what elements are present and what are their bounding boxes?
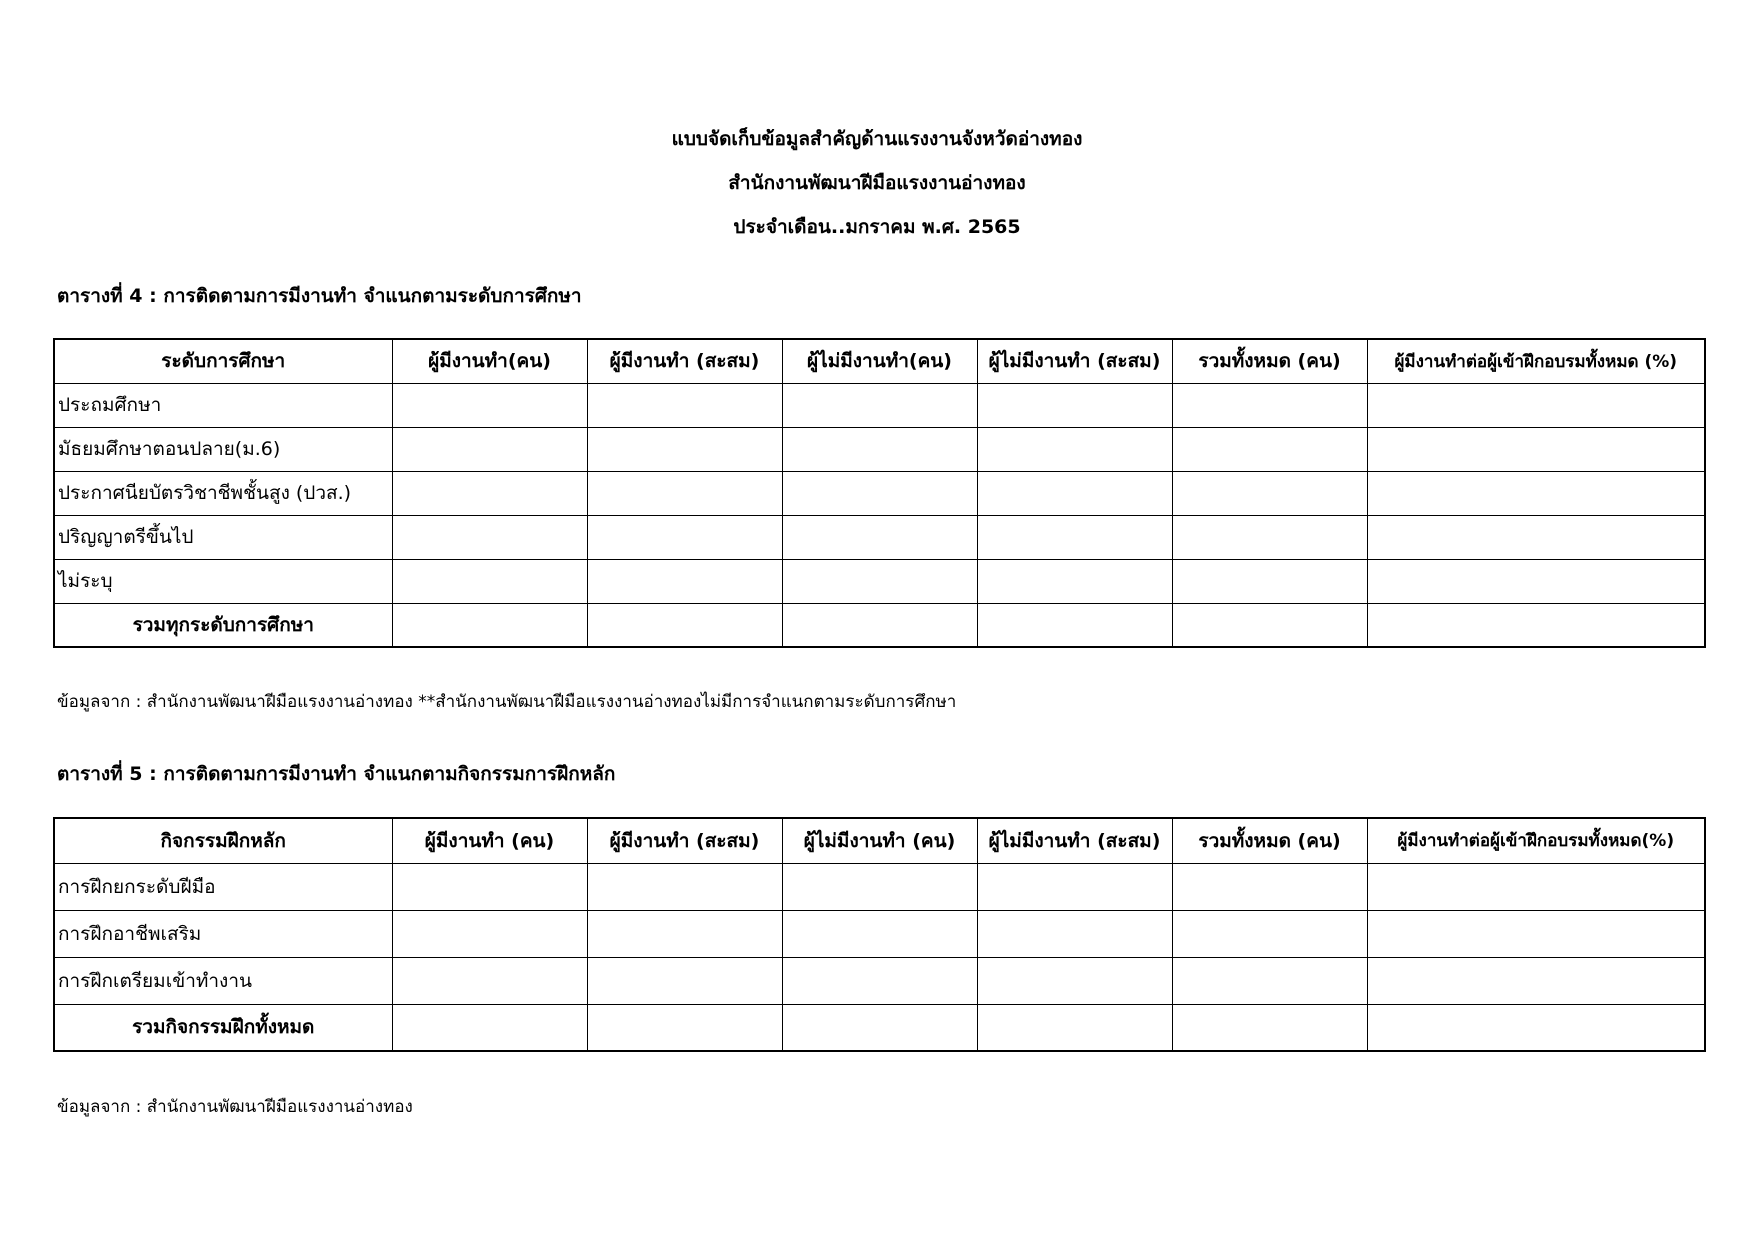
table-cell bbox=[587, 471, 782, 515]
table4-col-header: ระดับการศึกษา bbox=[54, 339, 392, 383]
table5-source-note: ข้อมูลจาก : สำนักงานพัฒนาฝีมือแรงงานอ่างทอง bbox=[57, 1097, 413, 1117]
table-cell bbox=[1367, 603, 1705, 647]
table-cell bbox=[587, 863, 782, 910]
table-cell bbox=[977, 603, 1172, 647]
table-cell bbox=[1172, 957, 1367, 1004]
document-title: แบบจัดเก็บข้อมูลสำคัญด้านแรงงานจังหวัดอ่างทอง bbox=[671, 128, 1083, 150]
table-row bbox=[54, 427, 1705, 471]
table-row bbox=[54, 559, 1705, 603]
table5-col-header: กิจกรรมฝึกหลัก bbox=[54, 818, 392, 863]
table4-header-row bbox=[54, 339, 1705, 383]
table-cell bbox=[1367, 515, 1705, 559]
table-cell bbox=[587, 515, 782, 559]
table-cell bbox=[1172, 910, 1367, 957]
table-cell bbox=[782, 471, 977, 515]
table-cell bbox=[977, 515, 1172, 559]
total-label: รวมกิจกรรมฝึกทั้งหมด bbox=[54, 1004, 392, 1051]
table-cell bbox=[782, 957, 977, 1004]
table4-col-header: ผู้ไม่มีงานทำ(คน) bbox=[782, 339, 977, 383]
table-cell bbox=[977, 1004, 1172, 1051]
table5-training-activity bbox=[53, 817, 1706, 1052]
table-row bbox=[54, 863, 1705, 910]
table-cell bbox=[782, 603, 977, 647]
table4-education bbox=[53, 338, 1706, 648]
table-cell bbox=[392, 603, 587, 647]
table-cell bbox=[782, 559, 977, 603]
row-label: มัธยมศึกษาตอนปลาย(ม.6) bbox=[54, 427, 392, 471]
table4-title: ตารางที่ 4 : การติดตามการมีงานทำ จำแนกตามระดับการศึกษา bbox=[57, 285, 582, 307]
table-cell bbox=[977, 427, 1172, 471]
table-cell bbox=[1367, 910, 1705, 957]
table-cell bbox=[587, 910, 782, 957]
table-cell bbox=[1367, 383, 1705, 427]
table-row bbox=[54, 957, 1705, 1004]
table-cell bbox=[1367, 427, 1705, 471]
total-label: รวมทุกระดับการศึกษา bbox=[54, 603, 392, 647]
table-cell bbox=[587, 427, 782, 471]
table-cell bbox=[1172, 603, 1367, 647]
row-label: ปริญญาตรีขึ้นไป bbox=[54, 515, 392, 559]
table-cell bbox=[587, 383, 782, 427]
table-cell bbox=[587, 957, 782, 1004]
table5-col-header: ผู้มีงานทำ (คน) bbox=[392, 818, 587, 863]
table4-col-header: ผู้มีงานทำต่อผู้เข้าฝึกอบรมทั้งหมด (%) bbox=[1367, 339, 1705, 383]
table-cell bbox=[587, 1004, 782, 1051]
row-label: ประถมศึกษา bbox=[54, 383, 392, 427]
table-row bbox=[54, 910, 1705, 957]
table-total-row bbox=[54, 1004, 1705, 1051]
table-cell bbox=[392, 863, 587, 910]
row-label: ไม่ระบุ bbox=[54, 559, 392, 603]
table-cell bbox=[1172, 383, 1367, 427]
table-cell bbox=[587, 559, 782, 603]
table-cell bbox=[1172, 1004, 1367, 1051]
table-cell bbox=[1367, 863, 1705, 910]
table-cell bbox=[977, 910, 1172, 957]
table4-col-header: ผู้มีงานทำ(คน) bbox=[392, 339, 587, 383]
table-cell bbox=[392, 383, 587, 427]
row-label: การฝึกยกระดับฝีมือ bbox=[54, 863, 392, 910]
table-cell bbox=[782, 383, 977, 427]
table-cell bbox=[977, 957, 1172, 1004]
row-label: การฝึกเตรียมเข้าทำงาน bbox=[54, 957, 392, 1004]
table-cell bbox=[392, 1004, 587, 1051]
table-cell bbox=[392, 910, 587, 957]
table-cell bbox=[977, 863, 1172, 910]
table-cell bbox=[392, 957, 587, 1004]
table-total-row bbox=[54, 603, 1705, 647]
table-cell bbox=[1172, 515, 1367, 559]
table-cell bbox=[587, 603, 782, 647]
table-cell bbox=[1367, 957, 1705, 1004]
table-cell bbox=[782, 863, 977, 910]
table-cell bbox=[1367, 471, 1705, 515]
table5-col-header: รวมทั้งหมด (คน) bbox=[1172, 818, 1367, 863]
table5-col-header: ผู้มีงานทำ (สะสม) bbox=[587, 818, 782, 863]
table-cell bbox=[1172, 559, 1367, 603]
table5-title: ตารางที่ 5 : การติดตามการมีงานทำ จำแนกตามกิจกรรมการฝึกหลัก bbox=[57, 763, 616, 785]
table-cell bbox=[392, 471, 587, 515]
table-cell bbox=[1172, 427, 1367, 471]
table5-header-row bbox=[54, 818, 1705, 863]
table-cell bbox=[782, 515, 977, 559]
table5-col-header: ผู้ไม่มีงานทำ (คน) bbox=[782, 818, 977, 863]
table-cell bbox=[1367, 559, 1705, 603]
table-cell bbox=[1172, 863, 1367, 910]
table-row bbox=[54, 383, 1705, 427]
table-cell bbox=[782, 1004, 977, 1051]
row-label: ประกาศนียบัตรวิชาชีพชั้นสูง (ปวส.) bbox=[54, 471, 392, 515]
table-cell bbox=[977, 383, 1172, 427]
table5-col-header: ผู้ไม่มีงานทำ (สะสม) bbox=[977, 818, 1172, 863]
table-cell bbox=[1172, 471, 1367, 515]
table-cell bbox=[1367, 1004, 1705, 1051]
table4-col-header: ผู้มีงานทำ (สะสม) bbox=[587, 339, 782, 383]
row-label: การฝึกอาชีพเสริม bbox=[54, 910, 392, 957]
table-cell bbox=[782, 910, 977, 957]
table-cell bbox=[392, 559, 587, 603]
table4-source-note: ข้อมูลจาก : สำนักงานพัฒนาฝีมือแรงงานอ่างทอง **สำนักงานพัฒนาฝีมือแรงงานอ่างทองไม่มีการจำแนกตามระดับการศึกษา bbox=[57, 692, 957, 712]
table-cell bbox=[977, 471, 1172, 515]
table-cell bbox=[782, 427, 977, 471]
table4-col-header: ผู้ไม่มีงานทำ (สะสม) bbox=[977, 339, 1172, 383]
table-cell bbox=[977, 559, 1172, 603]
table-row bbox=[54, 515, 1705, 559]
table-row bbox=[54, 471, 1705, 515]
table-cell bbox=[392, 515, 587, 559]
table4-col-header: รวมทั้งหมด (คน) bbox=[1172, 339, 1367, 383]
table-cell bbox=[392, 427, 587, 471]
document-subtitle-period: ประจำเดือน..มกราคม พ.ศ. 2565 bbox=[733, 216, 1021, 238]
table5-col-header: ผู้มีงานทำต่อผู้เข้าฝึกอบรมทั้งหมด(%) bbox=[1367, 818, 1705, 863]
document-subtitle-office: สำนักงานพัฒนาฝีมือแรงงานอ่างทอง bbox=[728, 172, 1026, 194]
